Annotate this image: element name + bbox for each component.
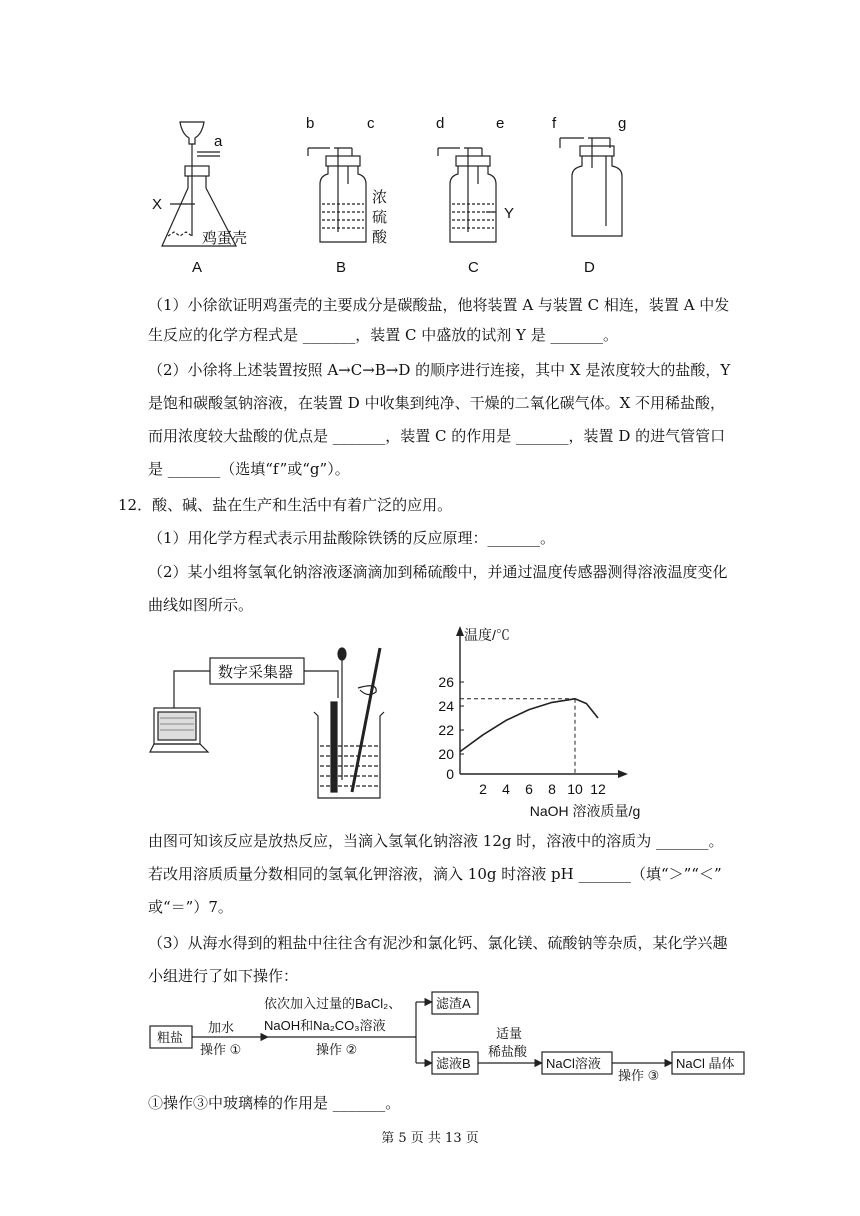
flow-acid-1: 适量 (496, 1026, 523, 1041)
temperature-curve (460, 699, 598, 752)
y-tick-label-0: 0 (446, 766, 454, 782)
q12-after-line2: 若改用溶质质量分数相同的氢氧化钾溶液，滴入 10g 时溶液 pH _______（填“＞”“＜” (148, 865, 722, 883)
q12-after-line3: 或“＝”）7。 (148, 898, 233, 916)
q11-p2-line4: 是 _______（选填“f”或“g”）。 (148, 460, 350, 478)
q11-p2-line3: 而用浓度较大盐酸的优点是 _______，装置 C 的作用是 _______，装置 D 的进气管管口 (148, 427, 726, 445)
x-tick-label-3: 8 (548, 781, 556, 797)
label-a: a (214, 133, 223, 150)
flow-op2: 操作 ② (316, 1042, 358, 1057)
page-footer: 第 5 页 共 13 页 (381, 1131, 479, 1146)
y-tick-label-1: 20 (438, 746, 454, 762)
collector-label: 数字采集器 (218, 664, 294, 681)
q11-p2-line1: （2）小徐将上述装置按照 A→C→B→D 的顺序进行连接，其中 X 是浓度较大的盐酸，Y (148, 361, 731, 379)
y-tick-label-2: 22 (438, 722, 454, 738)
x-tick-label-0: 2 (479, 781, 487, 797)
label-d: d (436, 115, 445, 132)
q12-p3-line1: （3）从海水得到的粗盐中往往含有泥沙和氯化钙、氯化镁、硫酸钠等杂质，某化学兴趣 (148, 934, 728, 952)
device-b (308, 148, 366, 242)
q12-after-line1: 由图可知该反应是放热反应，当滴入氢氧化钠溶液 12g 时，溶液中的溶质为 _______。 (148, 832, 724, 850)
label-x: X (152, 196, 163, 213)
label-y: Y (504, 205, 515, 222)
label-c: c (367, 115, 375, 132)
q12-p3-line2: 小组进行了如下操作： (148, 967, 299, 985)
flow-op1: 操作 ① (200, 1042, 242, 1057)
flow-add-water: 加水 (208, 1020, 235, 1035)
flow-nacl-crystal: NaCl 晶体 (676, 1056, 735, 1071)
q11-p2-line2: 是饱和碳酸氢钠溶液，在装置 D 中收集到纯净、干燥的二氧化碳气体。X 不用稀盐酸， (148, 394, 726, 412)
flow-diagram (148, 990, 748, 1086)
label-f: f (552, 115, 557, 132)
apparatus-figure (140, 108, 640, 283)
q12-p2-line1: （2）某小组将氢氧化钠溶液逐滴滴加到稀硫酸中，并通过温度传感器测得溶液温度变化 (148, 563, 728, 581)
flow-reagents-2: NaOH和Na₂CO₃溶液 (264, 1018, 386, 1033)
y-tick-label-4: 26 (438, 674, 454, 690)
flow-crude: 粗盐 (157, 1030, 184, 1045)
x-tick-label-2: 6 (525, 781, 533, 797)
temperature-chart (420, 622, 640, 822)
flow-acid-2: 稀盐酸 (488, 1044, 528, 1059)
flow-op3: 操作 ③ (618, 1068, 660, 1083)
device-c (438, 148, 496, 242)
y-tick-label-3: 24 (438, 698, 454, 714)
q12-p1: （1）用化学方程式表示用盐酸除铁锈的反应原理：_______。 (148, 529, 556, 547)
label-acid-3: 酸 (372, 229, 388, 246)
flow-reagents-1: 依次加入过量的BaCl₂、 (264, 996, 402, 1011)
flow-nacl-solution: NaCl溶液 (546, 1056, 601, 1071)
y-axis-arrow (456, 626, 464, 636)
y-axis-label: 温度/℃ (464, 627, 510, 643)
flow-filtrate: 滤液B (436, 1056, 471, 1071)
device-name-d: D (584, 259, 595, 276)
label-acid-1: 浓 (372, 189, 388, 206)
device-d (560, 138, 622, 236)
q12-title: 12．酸、碱、盐在生产和生活中有着广泛的应用。 (118, 496, 453, 514)
device-a (162, 122, 236, 246)
q12-3-1: ①操作③中玻璃棒的作用是 _______。 (148, 1094, 401, 1112)
x-axis-arrow (618, 770, 628, 778)
label-b: b (306, 115, 315, 132)
q11-p1-line2: 生反应的化学方程式是 _______，装置 C 中盛放的试剂 Y 是 _______。 (148, 326, 618, 344)
sensor-apparatus (148, 640, 398, 820)
x-tick-label-5: 12 (590, 781, 606, 797)
device-name-b: B (336, 259, 347, 276)
laptop-icon (150, 708, 208, 752)
q11-p1-line1: （1）小徐欲证明鸡蛋壳的主要成分是碳酸盐，他将装置 A 与装置 C 相连，装置 A 中发 (148, 296, 730, 314)
x-axis-label: NaOH 溶液质量/g (529, 803, 640, 819)
device-name-c: C (468, 259, 479, 276)
label-g: g (618, 115, 627, 132)
flow-residue: 滤渣A (436, 996, 471, 1011)
q12-p2-line2: 曲线如图所示。 (148, 596, 254, 614)
label-eggshell: 鸡蛋壳 (202, 230, 248, 247)
label-e: e (496, 115, 505, 132)
x-tick-label-1: 4 (502, 781, 510, 797)
x-tick-label-4: 10 (567, 781, 583, 797)
device-name-a: A (192, 259, 203, 276)
label-acid-2: 硫 (372, 209, 388, 226)
